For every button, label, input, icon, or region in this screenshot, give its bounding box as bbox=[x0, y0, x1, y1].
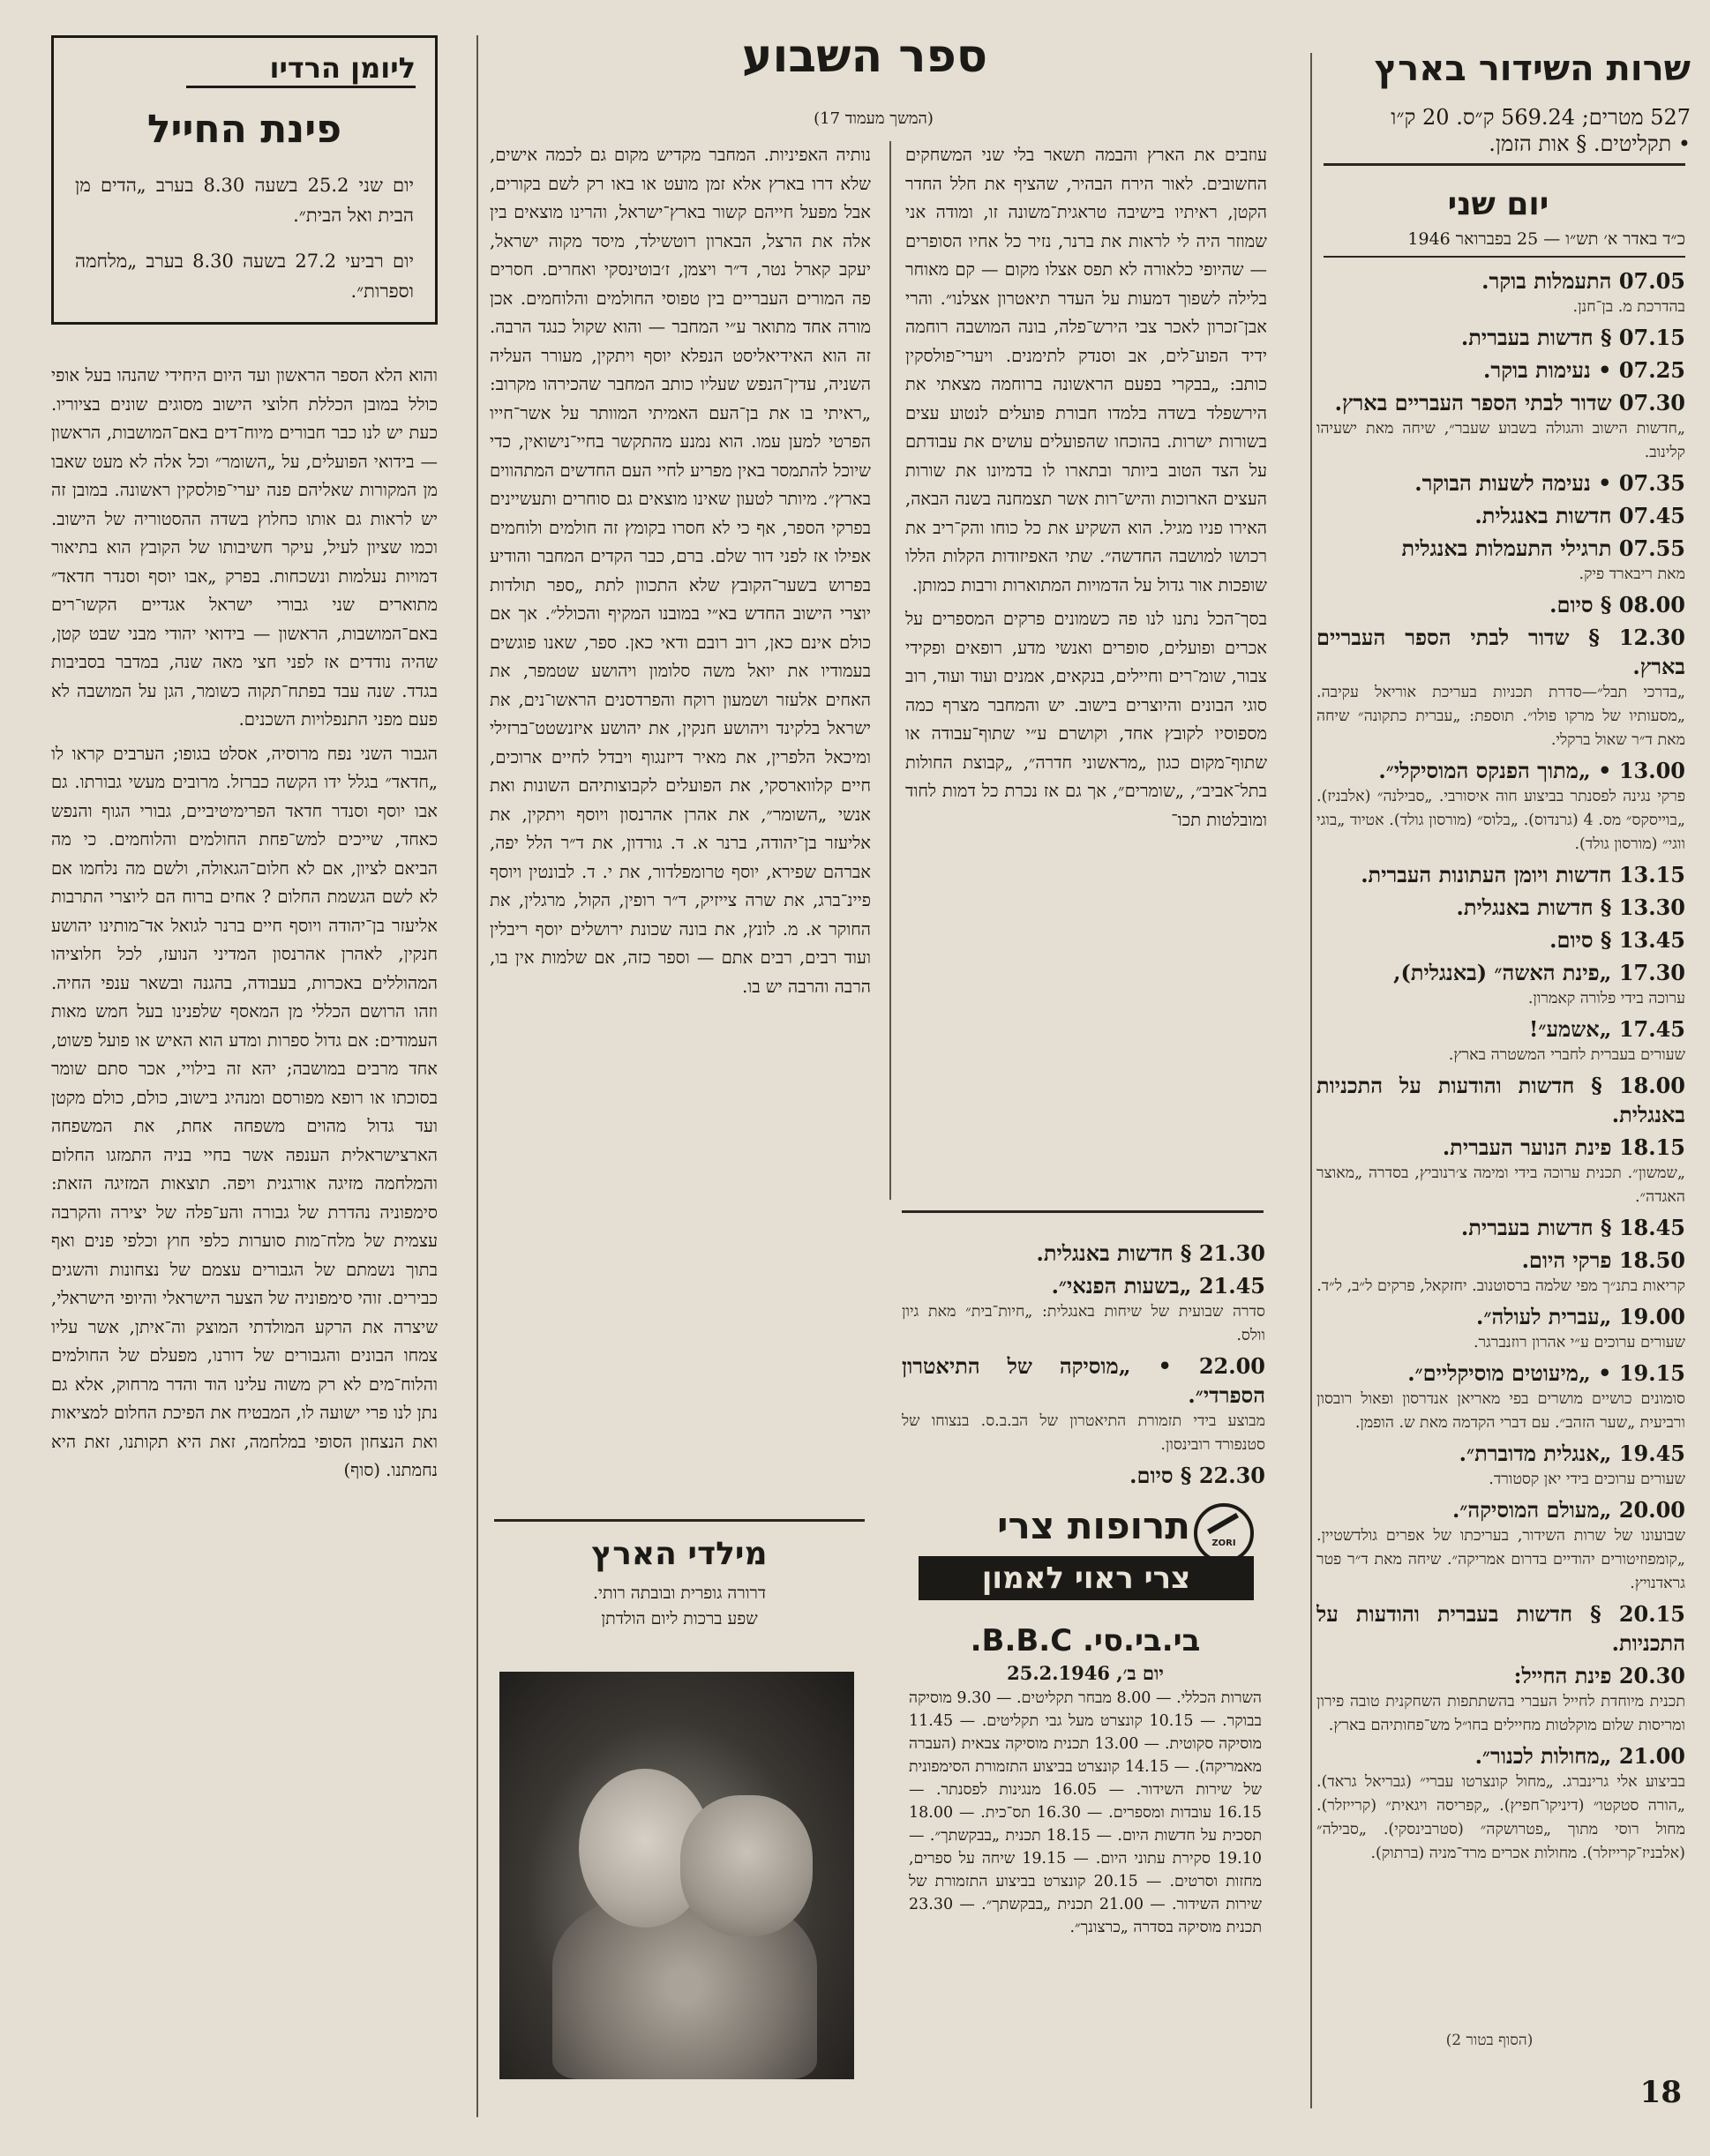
schedule-item: 07.05 התעמלות בוקר. bbox=[1481, 268, 1685, 294]
bbc-title: בי.בי.סי. B.B.C. bbox=[970, 1623, 1201, 1658]
book-paragraph: הגבור השני נפח מרוסיה, אסלט בגופו; הערבים קראו לו „חדאד״ בגלל ידו הקשה כברזל. מרובים מעשי גבורתו. גם אבו יוסף וסנדר חדאד הפרימיטיביים, גבורי הגוף והנפש כאחד, שייכים למש־פחת החולמים והלוחמים. כי מה הביאם לציון, אם לא חלום־הגאולה, ולשם מה נלחמו אם לא לשם הגשמת החלום ? אחים ברוח הם ליוצרי התרבות אליעזר בן־יהודה ויוסף חיים ברנר לגואל אד־מותינו יהושע חנקין, לאהרן אהרנסון המדיני הנועז, לכל חלוציהו המהוללים באכרות, בעבודה, בהגנה ובשאר ענפי החיה. וזהו הרושם הכללי מן המאסף שלפנינו בעל חמש מאות העמודים: אם גדול ספרות ומדע הוא האיש או פועל פשוט, אחד מרבים במושבה; יהא זה בילויי, אכר סתם שומר בסוכתו או רופא מפורסם ומנהיג בישוב, כולם, כולם מקטן ועד גדול מהוים משפחה אחת, את המשפחה הארצישראלית הענפה אשר בחיי בניה התמזגו החלום והמלחמה מזיגה אורגנית ויפה. תוצאות המזיגה הזאת: סימפוניה נהדרת של גבורה והע־פלה של יצירה והקרבה עצמית של מלח־מות סוערות כלפי חוץ וכלפי פנים ואף בתוך נשמתם של הגבורים עצמם של נצחונות והשגים כבירים. זוהי סימפוניה של הצער הישראלי והיופי הישראלי, שיצרה את הרקע המולדתי המוצק וה־איתן, אשר עליו צמחו הבונים והגבורים של דורנו, מפעלם של החולמים והלוח־מים לא רק משוה עלינו הוד והדר מרחוק, אלא גם נתן לנו פרי ישועה לו, המבטיח את הפיכת החלום למציאות ואת הנצחון הסופי במלחמה, זאת היא תקותנו, זאת היא נחמתנו. (סוף) bbox=[51, 743, 438, 1480]
child-with-doll-photo bbox=[499, 1672, 854, 2079]
book-column-a bbox=[905, 141, 1267, 1193]
book-title: ספר השבוע bbox=[741, 30, 988, 83]
schedule-item: 07.30 שדור לבתי הספר העבריים בארץ. bbox=[1334, 390, 1685, 415]
schedule-item-detail: שעורים בעברית לחברי המשטרה בארץ. bbox=[1448, 1046, 1685, 1064]
children-caption1: דרורה גופרית ובובתה רותי. bbox=[592, 1583, 767, 1603]
schedule-item-detail: תכנית מיוחדת לחייל העברי בהשתתפות השחקנית טובה פירון ומריסות שלום מוקלטות מחיילים בחו״ל מש־פחותיהם בארץ. bbox=[1316, 1693, 1685, 1734]
schedule-item: 20.30 פינת החייל: bbox=[1513, 1663, 1685, 1688]
children-divider bbox=[494, 1519, 865, 1522]
schedule-continued: (הסוף בטור 2) bbox=[1445, 2032, 1534, 2049]
schedule-item: 21.00 „מחולות לכנור״. bbox=[1474, 1743, 1685, 1769]
schedule-item-detail: שבועונו של שרות השידור, בעריכתו של אפרים גולדשטיין. „קומפוזיטורים יהודיים בדרום אמריקה״. שיחה מאת ד״ר פטר גראדנויץ. bbox=[1316, 1527, 1685, 1592]
schedule-item: 08.00 § סיום. bbox=[1549, 592, 1685, 618]
schedule-item-detail: „שמשון״. תכנית ערוכה בידי ומימה צ׳רנוביץ, בסדרה „מאוצר האגדה״. bbox=[1316, 1164, 1685, 1206]
schedule-item: 12.30 § שדור לבתי הספר העבריים בארץ. bbox=[1316, 625, 1685, 679]
book-column-c bbox=[51, 362, 438, 2100]
children-caption2: שפע ברכות ליום הולדתן bbox=[601, 1609, 758, 1628]
bbc-date: יום ב׳, 25.2.1946 bbox=[1007, 1662, 1164, 1684]
schedule-item: 20.15 § חדשות בעברית והודעות על התכניות. bbox=[1316, 1601, 1685, 1656]
schedule-item: 18.15 פינת הנוער העברית. bbox=[1442, 1134, 1685, 1160]
book-paragraph: והוא הלא הספר הראשון ועד היום היחידי שהנהו בעל אופי כולל במובן הכללת חלוצי הישוב מסוגים שונים בציוריו. כעת יש לנו כבר חבורים מיוח־דים באם־המושבות, הראשון — בידואי הפועלים, על „השומר״ וכל אלה לא מעט שאבו מן המקורות שאליהם פנה יערי־פולסקין ראשונה. במובן זה יש לראות גם אותו כחלוץ בשדה ההסטוריה של הישוב. וכמו שציון לעיל, עיקר חשיבותו של הקובץ הוא בתיאור דמויות נעלמות ונשכחות. בפרק „אבו יוסף וסנדר חדאד״ מתוארים שני גבורי ישראל אגדיים הקשו־רים באם־המושבות, הראשון — בידואי יהודי מבני שבט קטן, שהיה נודדים אז לפני חצי מאה שנה, במדבר בסביבות בגדד. שנה עבד בפתח־תקוה כשומר, הגן על המושבה לא פעם מפני התנפלויות השכנים. bbox=[51, 365, 438, 730]
schedule-item-detail: קריאות בתנ״ך מפי שלמה ברסוטנוב. יחזקאל, פרקים ל״ב, ל״ד. bbox=[1316, 1277, 1685, 1295]
radio-diary-box bbox=[51, 35, 438, 325]
book-column-b bbox=[490, 141, 871, 1500]
bbc-schedule bbox=[909, 1687, 1262, 2057]
children-title: מילדי הארץ bbox=[591, 1536, 768, 1572]
schedule-continued-list bbox=[902, 1235, 1265, 1500]
schedule-item: 18.45 § חדשות בעברית. bbox=[1460, 1215, 1685, 1240]
schedule-item-detail: פרקי נגינה לפסנתר בביצוע חוה איסורבי. „סבילנה״ (אלבניז). „בוייסקס״ מס. 4 (גרנדוס). „בלוס״ (מורסון גולד). אטיוד „בוגי ווגי״ (מורסון גולד). bbox=[1316, 788, 1685, 853]
schedule-item: 07.45 חדשות באנגלית. bbox=[1474, 503, 1685, 528]
schedule-item: 13.00 • „מתוך הפנקס המוסיקלי״. bbox=[1378, 758, 1685, 783]
schedule-item: 18.00 § חדשות והודעות על התכניות באנגלית. bbox=[1316, 1073, 1685, 1127]
column-rule-1 bbox=[1310, 53, 1312, 2108]
date-line: כ״ד באדר א׳ תש״ו — 25 בפברואר 1946 bbox=[1407, 229, 1685, 249]
schedule-item: 13.15 חדשות ויומן העתונות העברית. bbox=[1361, 862, 1685, 887]
book-paragraph: נותיה האפיניות. המחבר מקדיש מקום גם לכמה אישים, שלא דרו בארץ אלא זמן מועט או באו רק לשם בקורים, אבל מפעל חייהם קשור בארץ־ישראל, והרינו מוצאים בין אלה את הרצל, הבארון רוטשילד, מיסד מקוה ישראל, יעקב קארל נטר, ד״ר ויצמן, ז׳בוטינסקי ואחרים. חסרים פה המורים העבריים בין טפוסי החולמים והלוחמים. אכן מורה אחד מתואר ע״י המחבר — והוא שקול כנגד הרבה. זה הוא האידיאליסט הנפלא יוסף ויתקין, מעורר העליה השניה, עדין־הנפש שעליו כותב המחבר שהכירהו מקרוב: „ראיתי בו את בן־העם האמיתי המוותר על אשר־חייו הפרטי למען עמו. הוא נמנע מהתקשר בחיי־נישואין, כדי שיוכל להתמסר באין מפריע לחיי העם החדשים המתהווים בארץ״. מיותר לטעון שאינו מוצאים גם סוחרים ותעשיינים בפרקי הספר, אף כי לא חסרו בקומץ זה חולמים ולוחמים אפילו אז לפני דור שלם. ברם, כבר הקדים המחבר והודיע בפרוש בשער־הקובץ שלא התכוון לתת „ספר תולדות יוצרי הישוב החדש בא״י במובנו המקיף והכולל״. אך אם כולם אינם כאן, רוב רובם ודאי כאן. ספר, שאנו פוגשים בעמודיו את יואל משה סלומון ויהושע שטמפר, את האחים אלעזר ושמעון רוקח והפרדסנים הראשו־נים, את ישראל בלקינד ויהושע חנקין, את יהושע איזנשטט־ברזילי ומיכאל הלפרין, את מאיר דיזנגוף ויבדל לחיים ארוכים, חיים קלווארסקי, את הפועלים לקבוצותיהם השונות ואת אנשי „השומר״, את אהרן אהרנסון ויוסף ויתקין, את אליעזר בן־יהודה, ברנר א. ד. גורדון, את ד״ר הלל יפה, אברהם שפירא, יוסף טרומפלדור, את י. ד. לבונטין ויוסף פיינ־ברג, את שרה צייזיק, ד״ר רופין, הקול, מרגלין, את החוקר א. מ. לונץ, את בונה שכונת ירושלים יוסף ריבלין ועוד רבים, רבים אתם — וספר כזה, אם שלמות אין בו, הרבה והרבה יש בו. bbox=[490, 145, 871, 997]
page-number: 18 bbox=[1639, 2075, 1682, 2110]
radio-diary-line1: יום שני 25.2 בשעה 8.30 בערב „הדים מן הבית ואל הבית״. bbox=[75, 175, 414, 226]
schedule-item: 07.55 תרגילי התעמלות באנגלית bbox=[1401, 535, 1685, 561]
schedule-frequency-line2: • תקליטים. § אות הזמן. bbox=[1489, 131, 1691, 156]
schedule-item: 07.15 § חדשות בעברית. bbox=[1460, 325, 1685, 350]
schedule-item: 22.30 § סיום. bbox=[1129, 1463, 1265, 1488]
schedule-item: 22.00 • „מוסיקה של התיאטרון הספרדי״. bbox=[902, 1353, 1265, 1408]
column-rule-3 bbox=[476, 35, 478, 2117]
schedule-item-detail: מבוצע בידי תזמורת התיאטרון של הב.ב.ס. בנצוחו של סטנפורד רובינסון. bbox=[902, 1412, 1265, 1454]
schedule-item-detail: מאת ריבארד פיק. bbox=[1579, 565, 1685, 583]
day-title: יום שני bbox=[1447, 186, 1549, 222]
schedule-frequency bbox=[1302, 104, 1691, 157]
schedule-item-detail: שעורים ערוכים ע״י אהרון רוזנברגר. bbox=[1473, 1334, 1685, 1351]
schedule-item: 19.15 • „מיעוטים מוסיקליים״. bbox=[1407, 1360, 1685, 1386]
radio-diary-title: פינת החייל bbox=[146, 107, 342, 152]
schedule-item: 13.30 § חדשות באנגלית. bbox=[1456, 895, 1685, 920]
book-continued: (המשך מעמוד 17) bbox=[814, 109, 934, 128]
schedule-item: 07.25 • נעימות בוקר. bbox=[1483, 357, 1685, 383]
schedule-item-detail: שעורים ערוכים בידי יאן קסטורד. bbox=[1489, 1471, 1685, 1488]
schedule-item: 19.45 „אנגלית מדוברת״. bbox=[1459, 1441, 1685, 1466]
radio-diary-line2: יום רביעי 27.2 בשעה 8.30 בערב „מלחמה וספרות״. bbox=[75, 251, 414, 302]
schedule-item-detail: „חדשות הישוב והגולה בשבוע שעבר״, שיחה מאת ישעיהו קלינוב. bbox=[1316, 420, 1685, 461]
schedule-cont-divider bbox=[902, 1210, 1264, 1213]
schedule-item: 20.00 „מעולם המוסיקה״. bbox=[1451, 1497, 1685, 1523]
schedule-frequency-line1: 527 מטרים; 569.24 ק״ס. 20 ק״ו bbox=[1391, 105, 1691, 130]
schedule-list bbox=[1316, 263, 1685, 2018]
date-divider bbox=[1324, 256, 1685, 258]
schedule-item: 19.00 „עברית לעולה״. bbox=[1476, 1304, 1685, 1329]
schedule-item-detail: „בדרכי תבל״—סדרת תכניות בעריכת אוריאל עקיבה. „מסעותיו של מרקו פולו״. תוספת: „עברית כתקונה״ שיחה מאת ד״ר שאול ברקלי. bbox=[1316, 684, 1685, 749]
schedule-title: שרות השידור בארץ bbox=[1374, 49, 1691, 89]
schedule-divider bbox=[1324, 163, 1685, 166]
radio-diary-header: ליומן הרדיו bbox=[186, 50, 416, 88]
schedule-item: 21.45 „בשעות הפנאי״. bbox=[1051, 1273, 1265, 1299]
zori-ad bbox=[914, 1500, 1254, 1606]
schedule-item-detail: סדרה שבועית של שיחות באנגלית: „חיות־בית״ מאת גיון וולס. bbox=[902, 1303, 1265, 1344]
schedule-item: 21.30 § חדשות באנגלית. bbox=[1036, 1240, 1265, 1266]
schedule-item-detail: בביצוע אלי גרינברג. „מחול קונצרטו עברי״ (גבריאל גראד). „הורה סטקטו״ (דיניקו־חפיץ). „קפריסה ויגאית״ (קרייזלר). מחול רוסי מתוך „פטרושקה״ (סטרבינסקי). „סבילה״ (אלבניז־קרייזלר). מחולות אכרים מרד־מניה (ברתוק). bbox=[1316, 1773, 1685, 1862]
zori-slogan: צרי ראוי לאמון bbox=[919, 1556, 1254, 1600]
schedule-item: 17.45 „אשמע״! bbox=[1528, 1016, 1685, 1042]
zori-brand: תרופות צרי bbox=[997, 1504, 1190, 1547]
schedule-item: 18.50 פרקי היום. bbox=[1521, 1247, 1685, 1273]
schedule-item-detail: ערוכה בידי פלורה קאמרון. bbox=[1527, 990, 1685, 1007]
schedule-item: 07.35 • נעימה לשעות הבוקר. bbox=[1414, 470, 1685, 496]
book-paragraph: עוזבים את הארץ והבמה תשאר בלי שני המשחקים החשובים. לאור הירח הבהיר, שהציף את חלל החדר הקטן, ראיתיו בישיבה טראגית־משונה זו, ומודה אני שמוזר היה לי לראות את ברנר, נזיר כל אחיו הסופרים — שהיופי כלאורה לא תפס אצלו מקום — קם מאוחר בלילה לשפוך דמעות על העדר תיאטרון אצלנו״. והרי אבן־זכרון לאכר צבי הירש־פלה, בונה המושבה רוחמה ידיד הפוע־לים, אב וסנדק לתימנים. ויערי־פולסקין כותב: „בבקרי בפעם הראשונה ברוחמה מצאתי את הירשפלד בשדה בלמדו חבורת פועלים לנטוע עצים בשורות ישרות. בהוכחו שהפועלים עושים את עבודתם על הצד הטוב ביותר ובתארו לו בדמיונו את שורות העצים הארוכות והיש־רות אשר תצמחנה בשנה הבאה, האירו פניו מגיל. הוא השקיע את כל כוחו והק־ריב את רכושו למושבה החדשה״. שתי האפיזודות הקלות הללו שופכות אור גדול על הדמויות המתוארות ורבות כמותן. bbox=[905, 145, 1267, 595]
schedule-item-detail: סומונים כושיים מושרים בפי מאריאן אנדרסון ופאול רובסון ורביעית „שער הזהב״. עם דברי הקדמה מאת ש. הופמן. bbox=[1316, 1390, 1685, 1432]
schedule-item: 13.45 § סיום. bbox=[1549, 927, 1685, 953]
schedule-item-detail: בהדרכת מ. בן־חנן. bbox=[1572, 298, 1685, 316]
book-paragraph: בסך־הכל נתנו לנו פה כשמונים פרקים המספרים על אכרים ופועלים, סופרים ואנשי מדע, רופאים ופקידי צבור, שומ־רים וחיילים, בנקאים, אמנים ועוד ועוד, רוב סוגי הבונים והיוצרים בישוב. יש והמחבר מצרף כמה מספוסיו לקובץ אחד, וקושרם ע״י שתוף־עבודה או שתוף־מקום כגון „מראשוני חדרה״, „קבוצת החולות בתל־אביב״, „שומרים״, אך גם אז נכרת כל דמות לחוד ומובלטות תכו־ bbox=[905, 609, 1267, 830]
column-rule-2 bbox=[889, 141, 891, 1200]
bbc-schedule-text: השרות הכללי. — 8.00 מבחר תקליטים. — 9.30 מוסיקה בבוקר. — 10.15 קונצרט מעל גבי תקליטים. — 11.45 מוסיקה סקוטית. — 13.00 תכנית מוסיקה צבאית (העברה מאמריקה). — 14.15 קונצרט בביצוע התזמורת הסימפונית של שירות השידור. — 16.05 מנגינות לפסנתר. — 16.15 עובדות ומספרים. — 16.30 תס־כית. — 18.00 תסכית על חדשות היום. — 18.15 תכנית „בבקשתך״. — 19.10 סקירת עתוני היום. — 19.15 שיחה על ספרים, מחזות וסרטים. — 20.15 קונצרט בביצוע התזמורת של שירות השידור. — 21.00 תכנית „בבקשתך״. — 23.30 תכנית מוסיקה בסדרה „כרצונך״. bbox=[909, 1689, 1262, 1936]
zori-logo-text: ZORI bbox=[1211, 1538, 1236, 1548]
zori-logo-icon bbox=[1194, 1503, 1254, 1563]
schedule-item: 17.30 „פינת האשה״ (באנגלית), bbox=[1393, 960, 1685, 985]
